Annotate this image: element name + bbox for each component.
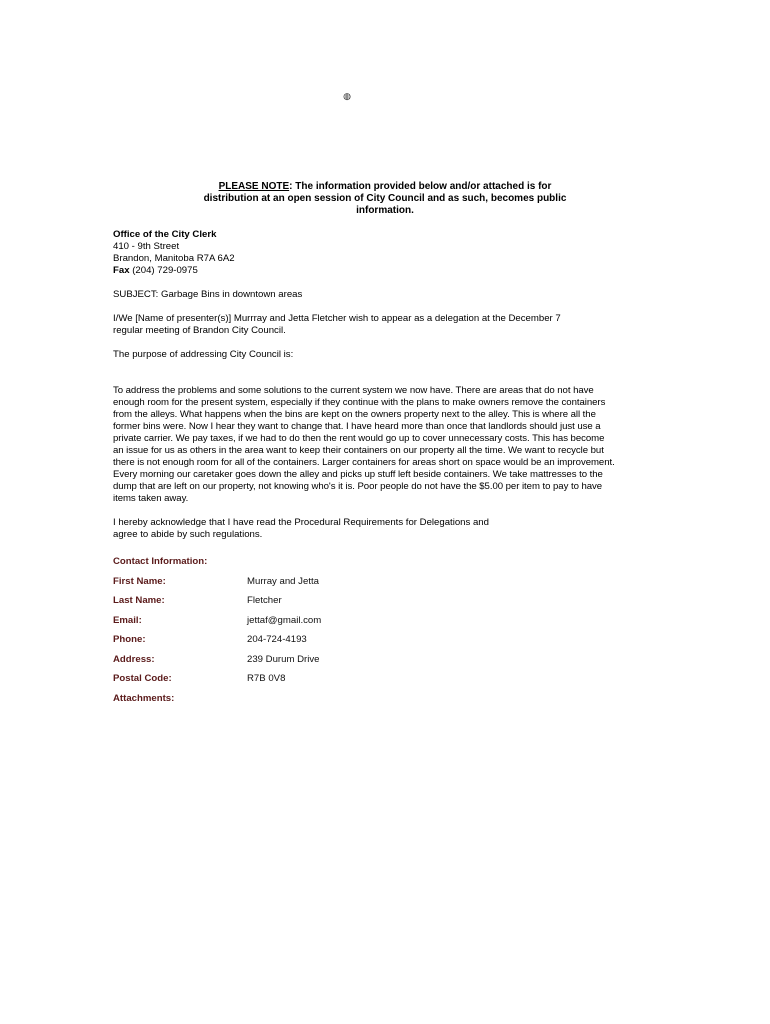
postal-code-value: R7B 0V8 <box>247 673 286 685</box>
paragraph-line: former bins were. Now I hear they want to change that. I have heard more than once that landlords should just use a <box>113 421 601 432</box>
last-name-value: Fletcher <box>247 595 282 607</box>
paragraph-line: from the alleys. What happens when the bins are kept on the owners property next to the alley. This is where all the <box>113 409 596 420</box>
acknowledgement-line: agree to abide by such regulations. <box>113 529 263 540</box>
presenter-line: I/We [Name of presenter(s)] Murrray and Jetta Fletcher wish to appear as a delegation at the December 7 <box>113 313 561 324</box>
contact-row-attachments <box>113 689 553 709</box>
contact-row-address <box>113 650 553 670</box>
paragraph-line: enough room for the present system, especially if they continue with the plans to make owners remove the containers <box>113 397 606 408</box>
office-name: Office of the City Clerk <box>113 229 217 240</box>
acknowledgement-line: I hereby acknowledge that I have read the Procedural Requirements for Delegations and <box>113 517 489 528</box>
paragraph-line: To address the problems and some solutions to the current system we now have. There are areas that do not have <box>113 385 594 396</box>
contact-row-email <box>113 611 553 631</box>
paragraph-line: dump that are left on our property, not knowing who's it is. Poor people do not have the $5.00 per item to pay to have <box>113 481 603 492</box>
contact-row-postal-code <box>113 669 553 689</box>
office-city: Brandon, Manitoba R7A 6A2 <box>113 253 235 264</box>
email-label: Email: <box>113 614 142 626</box>
paragraph-line: items taken away. <box>113 493 189 504</box>
phone-value: 204-724-4193 <box>247 634 307 646</box>
attachments-label: Attachments: <box>113 692 175 704</box>
address-label: Address: <box>113 653 155 665</box>
address-value: 239 Durum Drive <box>247 653 320 665</box>
phone-label: Phone: <box>113 634 146 646</box>
letter-body <box>113 229 658 541</box>
first-name-label: First Name: <box>113 575 166 587</box>
address-paragraph <box>113 385 658 505</box>
contact-row-first-name <box>113 572 553 592</box>
postal-code-label: Postal Code: <box>113 673 172 685</box>
presenter-line: regular meeting of Brandon City Council. <box>113 325 286 336</box>
paragraph-line: private carrier. We pay taxes, if we had to do then the rent would go up to cover unnecessary costs. This has become <box>113 433 605 444</box>
contact-information <box>113 552 553 708</box>
public-information-notice <box>200 181 570 217</box>
presenter-paragraph <box>113 313 658 337</box>
notice-text: : The information provided below and/or attached is for distribution at an open session of City Council and as such, becomes public information. <box>203 181 567 216</box>
page-marker-icon: ◍ <box>343 91 351 101</box>
last-name-label: Last Name: <box>113 595 165 607</box>
office-fax <box>113 265 658 277</box>
subject-line: SUBJECT: Garbage Bins in downtown areas <box>113 289 303 300</box>
acknowledgement-paragraph <box>113 517 658 541</box>
fax-label: Fax <box>113 265 130 276</box>
paragraph-line: Every morning our caretaker goes down the alley and picks up stuff left beside containers. We take mattresses to the <box>113 469 603 480</box>
contact-row-last-name <box>113 591 553 611</box>
notice-label: PLEASE NOTE <box>218 181 290 192</box>
contact-row-phone <box>113 630 553 650</box>
first-name-value: Murray and Jetta <box>247 575 319 587</box>
paragraph-line: an issue for us as others in the area want to keep their containers on our property all the time. We want to recycle but <box>113 445 604 456</box>
office-address-block <box>113 229 658 277</box>
email-value: jettaf@gmail.com <box>247 614 322 626</box>
contact-heading: Contact Information: <box>113 556 208 568</box>
office-street: 410 - 9th Street <box>113 241 180 252</box>
fax-number: (204) 729-0975 <box>129 265 198 276</box>
purpose-line: The purpose of addressing City Council is: <box>113 349 294 360</box>
paragraph-line: there is not enough room for all of the containers. Larger containers for areas short on space would be an improvement. <box>113 457 615 468</box>
